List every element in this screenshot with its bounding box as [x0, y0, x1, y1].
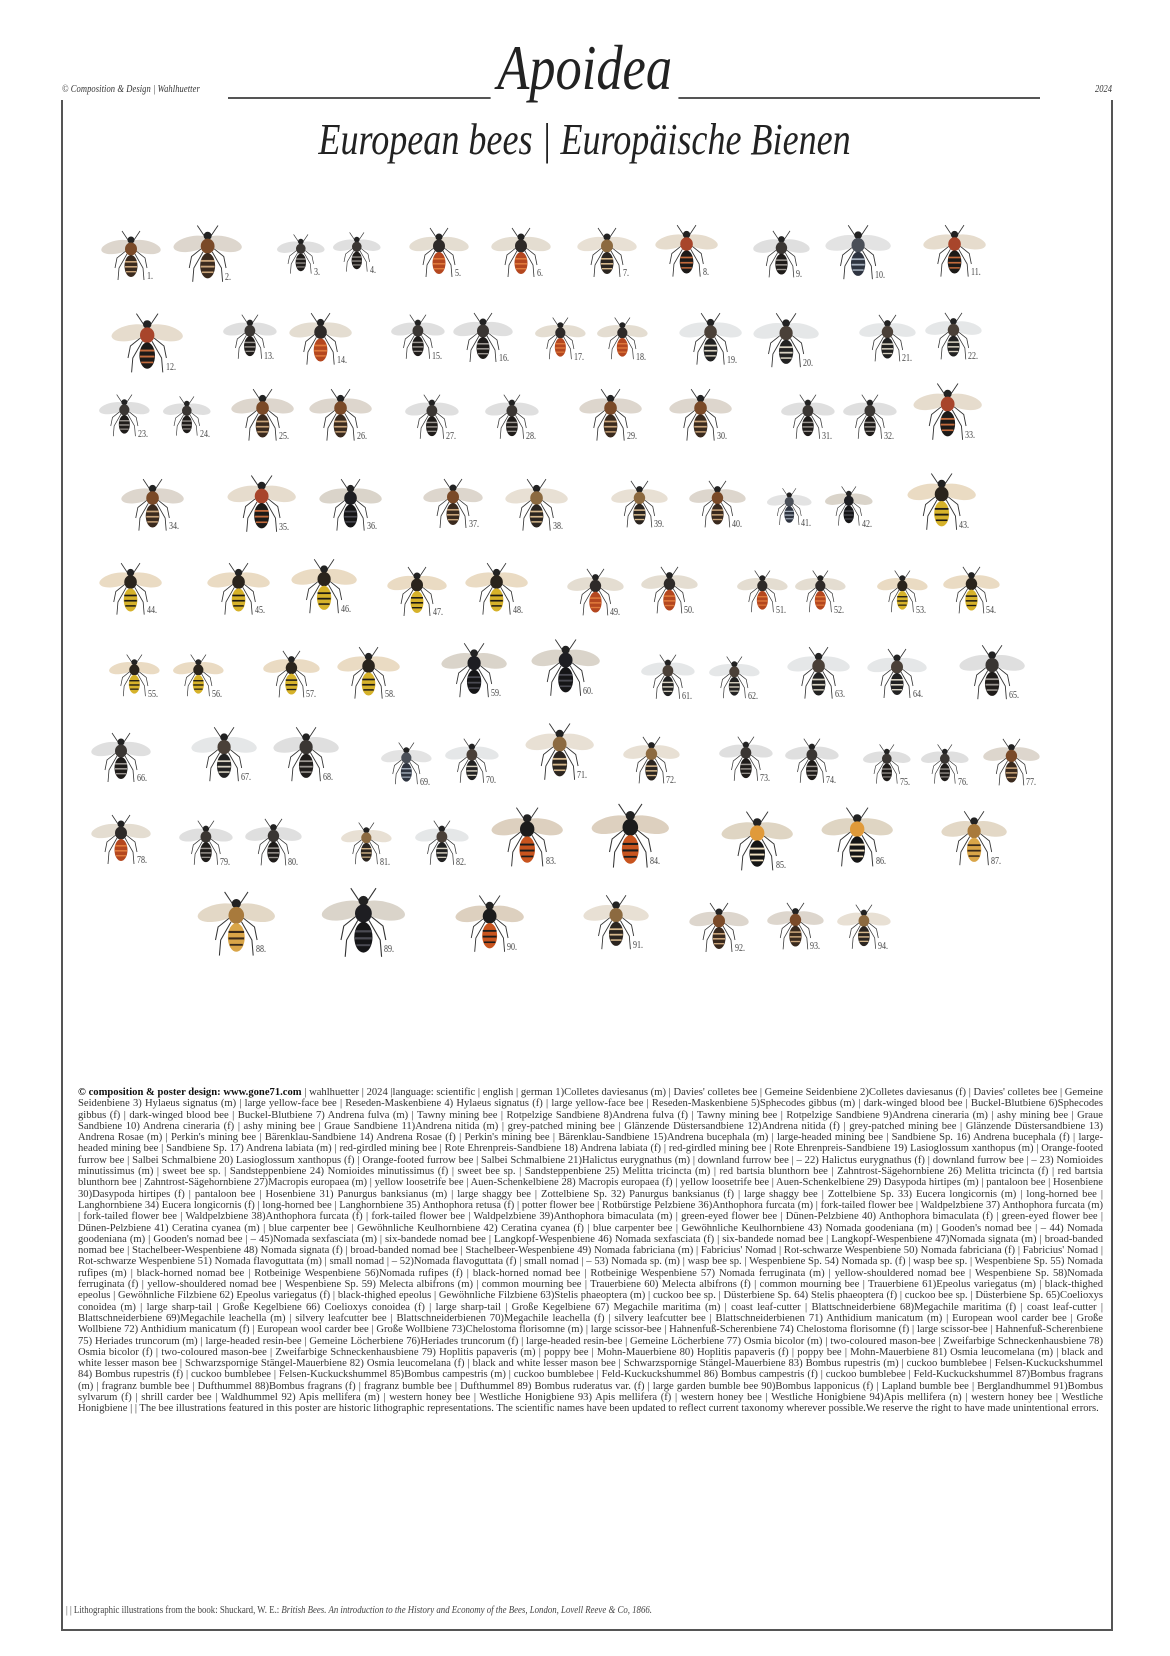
bee-illustration: [766, 900, 825, 957]
bee-number-label: 94.: [878, 940, 889, 952]
bee-illustration: [90, 730, 152, 790]
bee-number-label: 39.: [654, 519, 665, 531]
poster-subtitle: [0, 115, 1170, 164]
bee-number-label: 31.: [822, 430, 833, 442]
bee-number-label: 47.: [432, 607, 443, 619]
bee-illustration: [226, 472, 297, 541]
bee-illustration: [668, 386, 733, 449]
bee-illustration: [452, 310, 514, 370]
bee-illustration: [276, 232, 326, 280]
bee-number-label: 41.: [801, 518, 812, 530]
bee-number-label: 12.: [165, 361, 176, 373]
bee-number-label: 34.: [168, 521, 179, 533]
bee-illustration: [866, 646, 928, 706]
bee-illustration: [490, 804, 564, 876]
bee-illustration: [876, 568, 929, 619]
bee-number-label: 91.: [633, 939, 644, 951]
bee-illustration: [720, 808, 794, 880]
bee-number-label: 70.: [486, 774, 497, 786]
bee-illustration: [340, 820, 393, 871]
bee-illustration: [578, 386, 643, 449]
bee-illustration: [332, 230, 382, 278]
bee-number-label: 43.: [959, 519, 970, 531]
bee-number-label: 57.: [306, 689, 317, 701]
bee-illustration: [524, 720, 595, 789]
bee-number-label: 73.: [760, 772, 771, 784]
bee-number-label: 52.: [833, 604, 844, 616]
bee-number-label: 63.: [834, 689, 845, 701]
bee-number-label: 25.: [278, 431, 289, 443]
year-label: 2024: [1095, 84, 1112, 95]
bee-number-label: 81.: [379, 856, 390, 868]
bee-number-label: 2.: [225, 271, 232, 283]
bee-illustration: [940, 808, 1008, 874]
bee-number-label: 21.: [902, 353, 913, 365]
bee-illustration: [590, 800, 671, 878]
bee-icon: [172, 222, 243, 291]
bee-illustration: [534, 315, 587, 366]
bee-number-label: 55.: [147, 688, 158, 700]
bee-number-label: 37.: [468, 519, 479, 531]
bee-illustration: [920, 742, 970, 790]
bee-icon: [654, 222, 719, 285]
bee-illustration: [622, 734, 681, 791]
bee-illustration: [272, 724, 340, 790]
bee-number-label: 24.: [199, 428, 210, 440]
bee-illustration: [858, 312, 917, 369]
design-credit: © Composition & Design | Wahlhuetter: [62, 84, 200, 95]
bee-illustration: [206, 560, 271, 623]
bee-illustration: [172, 222, 243, 291]
bee-number-label: 33.: [965, 429, 976, 441]
bee-illustration: [414, 818, 470, 872]
bee-illustration: [162, 394, 212, 442]
bee-illustration: [924, 310, 983, 367]
bee-number-label: 42.: [861, 518, 872, 530]
subtitle-text: European bees | Europäische Bienen: [318, 115, 852, 164]
species-caption: [78, 1087, 1103, 1415]
bee-illustration: [110, 310, 184, 382]
title-text: Apoidea: [491, 36, 679, 100]
caption-lead: © composition & poster design: www.gone71.com: [78, 1087, 302, 1098]
caption-lead-rest: | wahlhuetter | 2024 |language: scientific | english | german: [301, 1087, 556, 1098]
bee-number-label: 16.: [498, 353, 509, 365]
bee-number-label: 6.: [536, 268, 543, 280]
bee-illustration: [108, 652, 161, 703]
bee-number-label: 75.: [899, 776, 910, 788]
bee-number-label: 92.: [734, 943, 745, 955]
bee-number-label: 10.: [875, 269, 886, 281]
bee-illustration: [752, 228, 811, 285]
bee-number-label: 79.: [220, 856, 231, 868]
bee-number-label: 40.: [732, 519, 743, 531]
bee-illustration: [90, 812, 152, 872]
bee-illustration: [708, 654, 761, 705]
bee-illustration: [440, 640, 508, 706]
bee-illustration: [288, 310, 353, 373]
bee-number-label: 23.: [137, 428, 148, 440]
bee-number-label: 54.: [986, 605, 997, 617]
bee-illustration: [824, 484, 874, 532]
bee-number-label: 71.: [577, 769, 588, 781]
bee-number-label: 78.: [136, 855, 147, 867]
bee-number-label: 69.: [419, 776, 430, 788]
bee-illustration: [422, 476, 484, 536]
bee-number-label: 86.: [875, 855, 886, 867]
bee-number-label: 62.: [747, 690, 758, 702]
bee-number-label: 35.: [279, 521, 290, 533]
bee-number-label: 60.: [583, 685, 594, 697]
bee-icon: [752, 228, 811, 285]
bee-illustration: [390, 312, 446, 366]
bee-illustration: [752, 310, 820, 376]
bee-illustration: [336, 644, 401, 707]
bee-illustration: [504, 476, 569, 539]
bee-number-label: 59.: [491, 687, 502, 699]
bee-illustration: [308, 386, 373, 449]
bee-number-label: 27.: [446, 430, 457, 442]
bee-illustration: [820, 804, 894, 876]
bee-number-label: 68.: [323, 771, 334, 783]
bee-number-label: 77.: [1026, 777, 1037, 789]
bee-illustration: [842, 392, 898, 446]
bee-number-label: 17.: [573, 351, 584, 363]
bee-illustration: [386, 564, 448, 624]
bee-illustration: [906, 470, 977, 539]
bee-illustration: [912, 380, 983, 449]
bee-number-label: 4.: [369, 264, 376, 276]
footnote-book-title: British Bees. An introduction to the History and Economy of the Bees, London, Lovell Reeve & Co, 1866.: [281, 1605, 652, 1616]
bee-number-label: 74.: [826, 774, 837, 786]
bee-number-label: 26.: [356, 431, 367, 443]
bee-number-label: 87.: [991, 855, 1002, 867]
bee-illustration: [766, 486, 813, 531]
bee-number-label: 80.: [288, 857, 299, 869]
bee-illustration: [222, 312, 278, 366]
bee-illustration: [654, 222, 719, 285]
bee-illustration: [244, 816, 303, 873]
bee-number-label: 51.: [775, 604, 786, 616]
bee-illustration: [190, 724, 258, 790]
bee-illustration: [780, 392, 836, 446]
bee-illustration: [404, 392, 460, 446]
bee-illustration: [320, 884, 407, 968]
bee-number-label: 11.: [970, 267, 981, 279]
poster-title: [0, 32, 1170, 103]
bee-illustration: [784, 736, 840, 790]
bee-number-label: 88.: [256, 944, 267, 956]
bee-illustration: [530, 636, 601, 705]
bee-illustration: [824, 222, 892, 288]
bee-illustration: [610, 478, 669, 535]
bee-illustration: [678, 310, 743, 373]
source-footnote: [66, 1605, 652, 1616]
bee-number-label: 46.: [341, 603, 352, 615]
bee-number-label: 65.: [1009, 689, 1020, 701]
bee-illustration: [958, 642, 1026, 708]
bee-number-label: 58.: [384, 689, 395, 701]
bee-number-label: 48.: [512, 605, 523, 617]
bee-illustration: [862, 742, 912, 790]
bee-illustration: [98, 560, 163, 623]
bee-number-label: 53.: [915, 604, 926, 616]
bee-number-label: 18.: [635, 351, 646, 363]
bee-number-label: 13.: [264, 350, 275, 362]
bee-illustration: [566, 566, 625, 623]
bee-illustration: [444, 736, 500, 790]
bee-illustration: [982, 736, 1041, 793]
bee-number-label: 64.: [912, 689, 923, 701]
bee-illustration: [582, 892, 650, 958]
bee-illustration: [490, 225, 552, 285]
bee-number-label: 5.: [454, 268, 461, 280]
bee-number-label: 56.: [211, 688, 222, 700]
bee-number-label: 30.: [716, 431, 727, 443]
bee-number-label: 89.: [384, 944, 395, 956]
bee-number-label: 76.: [957, 776, 968, 788]
bee-illustration: [786, 644, 851, 707]
bee-number-label: 50.: [684, 605, 695, 617]
bee-number-label: 38.: [552, 521, 563, 533]
bee-number-label: 49.: [610, 607, 621, 619]
bee-number-label: 85.: [775, 859, 786, 871]
bee-number-label: 1.: [146, 271, 153, 283]
bee-illustration: [836, 902, 892, 956]
bee-number-label: 45.: [254, 605, 265, 617]
bee-illustration: [640, 564, 699, 621]
bee-number-label: 22.: [968, 351, 979, 363]
bee-illustration: [576, 225, 638, 285]
bee-illustration: [408, 225, 470, 285]
bee-illustration: [942, 564, 1001, 621]
bee-illustration: [172, 652, 225, 703]
bee-number-label: 66.: [136, 773, 147, 785]
bee-number-label: 84.: [650, 856, 661, 868]
bee-number-label: 44.: [146, 605, 157, 617]
bee-illustration: [290, 556, 358, 622]
bee-illustration: [178, 818, 234, 872]
bee-number-label: 90.: [507, 941, 518, 953]
bee-illustration: [688, 900, 750, 960]
bee-illustration: [688, 478, 747, 535]
bee-illustration: [794, 568, 847, 619]
bee-number-label: 29.: [626, 431, 637, 443]
bee-illustration: [98, 392, 151, 443]
bee-number-label: 19.: [726, 355, 737, 367]
bee-number-label: 28.: [526, 430, 537, 442]
bee-illustration: [120, 476, 185, 539]
bee-number-label: 72.: [666, 775, 677, 787]
bee-illustration: [922, 222, 987, 285]
bee-illustration: [596, 315, 649, 366]
bee-number-label: 20.: [803, 357, 814, 369]
bee-number-label: 82.: [456, 856, 467, 868]
bee-number-label: 8.: [702, 267, 709, 279]
bee-illustration: [718, 734, 774, 788]
bee-illustration: [640, 652, 696, 706]
bee-illustration: [454, 892, 525, 961]
bee-illustration: [736, 568, 789, 619]
bee-number-label: 9.: [796, 269, 803, 281]
bee-number-label: 93.: [810, 941, 821, 953]
bee-number-label: 32.: [884, 430, 895, 442]
bee-illustration: [100, 228, 162, 288]
bee-illustration: [230, 386, 295, 449]
bee-illustration: [380, 740, 433, 791]
bee-illustration: [484, 392, 540, 446]
bee-illustration: [196, 888, 277, 966]
bee-illustration: [318, 476, 383, 539]
caption-body: 1)Colletes daviesanus (m) | Davies' colletes bee | Gemeine Seidenbiene 2)Colletes daviesanus (f) | Davies' colletes bee | Gemeine Seidenbiene 3) Hylaeus signatus (m) | large yellow-face bee | Reseden-Maskenbiene 4) Hylaeus signatus (f) | large yellow-face bee | Reseden-Maskenbiene 5)Sphecodes gibbus (m) | dark-winged blood bee | Buckel-Blutbiene 6)Sphecodes gibbus (f) | dark-winged blood bee | Buckel-Blutbiene 7) Andrena fulva (m) | Tawny mining bee | Rotpelzige Sandbiene 8)Andrena fulva (f) | Tawny mining bee | Rotpelzige Sandbiene 9)Andrena cineraria (m) | ashy mining bee | Graue Sandbiene 10) Andrena cineraria (f) | ashy mining bee | Graue Sandbiene 11)Andrena nitida (m) | grey-patched mining bee | Glänzende Düstersandbiene 12)Andrena nitida (f) | grey-patched mining bee | Glänzende Düstersandbiene 13) Andrena Rosae (m) | Perkin's mining bee | Bärenklau-Sandbiene 14) Andrena Rosae (f) | Perkin's mining bee | Bärenklau-Sandbiene 15)Andrena bucephala (m) | large-headed mining bee | Sandbiene Sp. 16) Andrena bucephala (f) | large-headed mining bee | Sandbiene Sp. 17) Andrena labiata (m) | red-girdled mining bee | Rote Ehrenpreis-Sandbiene 18) Andrena labiata (f) | red-girdled mining bee | Rote Ehrenpreis-Sandbiene 19) Lasioglossum xanthopus (m) | Orange-footed furrow bee | Salbei Schmalbiene 20) Lasioglossum xanthopus (f) | Orange-footed furrow bee | Salbei Schmalbiene 21)Halictus eurygnathus (m) | downland furrow bee | – 22) Halictus eurygnathus (f) | downland furrow bee | – 23) Nomioides minutissimus (m) | sweet bee sp. | Sandsteppenbiene 24) Nomioides minutissimus (f) | sweet bee sp. | Sandsteppenbiene 25) Melitta tricincta (m) | red bartsia blunthorn bee | Zahntrost-Sägehornbiene 26) Melitta tricincta (f) | red bartsia blunthorn bee | Zahntrost-Sägehornbiene 27)Macropis europaea (m) | yellow loosetrife bee | Auen-Schenkelbiene 28) Macropis europaea (f) | yellow loosetrife bee | Auen-Schenkelbiene 29) Dasypoda hirtipes (m) | pantaloon bee | Hosenbiene 30)Dasypoda hirtipes (f) | pantaloon bee | Hosenbiene 31) Panurgus banksianus (m) | large shaggy bee | Zottelbiene Sp. 32) Panurgus banksianus (f) | large shaggy bee | Zottelbiene Sp. 33) Eucera longicornis (m) | long-horned bee | Langhornbiene 34) Eucera longicornis (f) | long-horned bee | Langhornbiene 35) Anthophora retusa (f) | potter flower bee | Rotbürstige Pelzbiene 36)Anthophora furcata (m) | fork-tailed flower bee | Waldpelzbiene 37) Anthophora furcata (m) | fork-tailed flower bee | Waldpelzbiene 38)Anthophora furcata (f) | fork-tailed flower bee | Waldpelzbiene 39)Anthophora bimaculata (m) | green-eyed flower bee | Dünen-Pelzbiene 40) Anthophora bimaculata (f) | green-eyed flower bee | Dünen-Pelzbiene 41) Ceratina cyanea (m) | blue carpenter bee | Gewöhnliche Keulhornbiene 42) Ceratina cyanea (f) | blue carpenter bee | Gewöhnliche Keulhornbiene 43) Nomada goodeniana (m) | Gooden's nomad bee | – 44) Nomada goodeniana (m) | Gooden's nomad bee | – 45)Nomada sexfasciata (m) | six-bandede nomad bee | Langkopf-Wespenbiene 46) Nomada sexfasciata (f) | six-bandede nomad bee | Langkopf-Wespenbiene 47)Nomada signata (m) | broad-banded nomad bee | Stachelbeer-Wespenbiene 48) Nomada signata (f) | broad-banded nomad bee | Stachelbeer-Wespenbiene 49) Nomada fabriciana (m) | Fabricius' Nomad | Rot-schwarze Wespenbiene 50) Nomada fabriciana (f) | Fabricius' Nomad | Rot-schwarze Wespenbiene 51) Nomada flavoguttata (m) | small nomad | – 52)Nomada flavoguttata (f) | small nomad | – 53) Nomada sp. (m) | wasp bee sp. | Wespenbiene Sp. 54) Nomada sp. (f) | wasp bee sp. | Wespenbiene Sp. 55) Nomada rufipes (m) | black-horned nomad bee | Rotbeinige Wespenbiene 56)Nomada rufipes (f) | black-horned nomad bee | Rotbeinige Wespenbiene 57) Nomada ferruginata (m) | yellow-shouldered nomad bee | Wespenbiene Sp. 58)Nomada ferruginata (f) | yellow-shouldered nomad bee | Wespenbiene Sp. 59) Melecta albifrons (m) | common mourning bee | Trauerbiene 60) Melecta albifrons (f) | common mourning bee | Trauerbiene 61)Epeolus variegatus (m) | black-thighed epeolus | Gewöhnliche Filzbiene 62) Epeolus variegatus (f) | black-thighed epeolus | Gewöhnliche Filzbiene 63)Stelis phaeoptera (m) | cuckoo bee sp. | Düsterbiene Sp. 64) Stelis phaeoptera (f) | cuckoo bee sp. | Düsterbiene Sp. 65)Coelioxys conoidea (m) | large sharp-tail | Große Kegelbiene 66) Coelioxys conoidea (f) | large sharp-tail | Große Kegelbiene 67) Megachile maritima (m) | coast leaf-cutter | Blattschneiderbiene 68)Megachile maritima (f) | coast leaf-cutter | Blattschneiderbiene 69)Megachile leachella (m) | silvery leafcutter bee | Blattschneiderbienen 70)Megachile leachella (f) | silvery leafcutter bee | Blattschneiderbienen 71) Anthidium manicatum (m) | European wool carder bee | Große Wollbiene 72) Anthidium manicatum (f) | European wool carder bee | Große Wollbiene 73)Chelostoma florisomne (m) | large scissor-bee | Hahnenfuß-Scherenbiene 74) Chelostoma florisomne (f) | large scissor-bee | Hahnenfuß-Scherenbiene 75) Heriades truncorum (m) | large-headed resin-bee | Gemeine Löcherbiene 76)Heriades truncorum (f) | large-headed resin-bee | Gemeine Löcherbiene 77) Osmia bicolor (m) | two-coloured mason-bee | Zweifarbige Schneckenhausbiene 78) Osmia bicolor (f) | two-coloured mason-bee | Zweifarbige Schneckenhausbiene 79) Hoplitis papaveris (m) | poppy bee | Mohn-Mauerbiene 80) Hoplitis papaveris (f) | poppy bee | Mohn-Mauerbiene 81) Osmia leucomelana (m) | black and white lesser mason bee | Schwarzspornige Stängel-Mauerbiene 82) Osmia leucomelana (f) | black and white lesser mason bee | Schwarzspornige Stängel-Mauerbiene 83) Bombus rupestris (m) | cuckoo bumblebee | Felsen-Kuckuckshummel 84) Bombus rupestris (f) | cuckoo bumblebee | Felsen-Kuckuckshummel 85)Bombus campestris (m) | cuckoo bumblebee | Feld-Kuckuckshummel 86) Bombus campestris (f) | cuckoo bumblebee | Feld-Kuckuckshummel 87)Bombus fragrans (m) | fragranz bumble bee | Dufthummel 88)Bombus fragrans (f) | fragranz bumble bee | Dufthummel 89) Bombus ruderatus var. (f) | large garden bumble bee 90)Bombus lapponicus (f) | Lapland bumble bee | Berglandhummel 91)Bombus sylvarum (f) | shrill carder bee | Waldhummel 92) Apis mellifera (m) | western honey bee | Westliche Honigbiene 93) Apis mellifera (f) | western honey bee | Westliche Honigbiene 94)Apis mellifera (n) | western honey bee | Westliche Honigbiene | | The bee illustrations featured in this poster are historic lithographic representations. The scientific names have been updated to reflect current taxonomy wherever possible.We reserve the right to have made unintentional errors.: [78, 1087, 1103, 1415]
bee-number-label: 36.: [366, 521, 377, 533]
bee-number-label: 7.: [622, 268, 629, 280]
bee-number-label: 3.: [313, 266, 320, 278]
bee-number-label: 83.: [545, 855, 556, 867]
bee-number-label: 67.: [241, 771, 252, 783]
bee-number-label: 61.: [682, 690, 693, 702]
bee-number-label: 15.: [432, 350, 443, 362]
footnote-prefix: | | Lithographic illustrations from the book: Shuckard, W. E.:: [66, 1605, 282, 1616]
bee-illustration: [262, 648, 321, 705]
bee-number-label: 14.: [336, 355, 347, 367]
bee-illustration: [464, 560, 529, 623]
